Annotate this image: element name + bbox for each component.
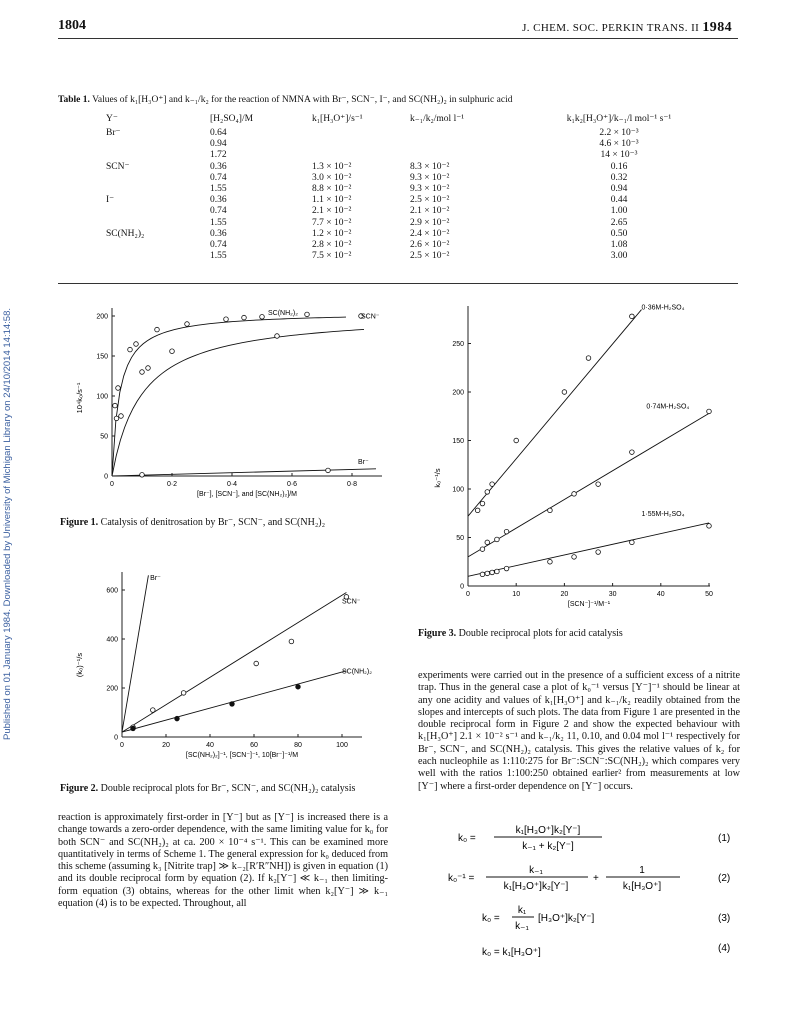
fig3-label-b: 0·74M-H₂SO₄ (646, 403, 690, 411)
fig3-c-point (630, 540, 635, 545)
fig3-x-tick-label: 40 (656, 591, 665, 598)
figure-1-caption-text: Catalysis of denitrosation by Br⁻, SCN⁻, and SC(NH₂)₂ (100, 517, 326, 528)
body-text-right: experiments were carried out in the presence of a sufficient excess of a nitrite trap. Thus in the general case a plot of k₀⁻¹ versus [Y⁻]⁻¹ should be linear at any one acidity and values of k₁[H₃O⁺] and k₋₁/k₂ readily obtained from the slopes and intercepts of such plots. The data from Figure 1 are presented in the double reciprocal form in Figure 2 and show the expected behaviour with k₁[H₃O⁺] 2.1 × 10⁻² s⁻¹ and k₋₁/k₂ 11, 0.10, and 0.04 mol l⁻¹ respectively for Br⁻, SCN⁻, and SC(NH₂)₂ catalysis. This gives the relative values of k₂ for each nucleophile as 1:110:275 for Br⁻:SCN⁻:SC(NH₂)₂ which compares very well with the ratios 1:100:250 obtained earlier² from measurements at low [Y⁻] where a first-order dependence on [Y⁻] occurs. (418, 670, 740, 792)
fig1-thiourea-point (155, 327, 160, 332)
figure-2 (60, 570, 390, 780)
table-cell: 1.55 (210, 251, 227, 262)
fig3-c-point (495, 569, 500, 574)
fig2-x-axis-label: [SC(NH₂)₂]⁻¹, [SCN⁻]⁻¹, 10[Br⁻]⁻¹/M (185, 752, 299, 759)
fig3-y-tick-label: 150 (452, 438, 464, 445)
fig2-scn-point (289, 639, 294, 644)
fig1-label-scn: SCN⁻ (361, 313, 380, 321)
table-caption-text: Values of k₁[H₃O⁺] and k₋₁/k₂ for the reaction of NMNA with Br⁻, SCN⁻, I⁻, and SC(NH₂)₂ in sulphuric acid (92, 95, 513, 105)
table-cell (58, 206, 208, 217)
table-cell: 2.2 × 10⁻³ (599, 128, 639, 138)
fig1-thiourea-point (128, 347, 133, 352)
equation-1-denominator: k₋₁ + k₂[Y⁻] (522, 841, 574, 852)
table-cell: 2.1 × 10⁻² (312, 206, 352, 217)
table-cell: 2.5 × 10⁻² (410, 251, 450, 262)
table-cell (58, 251, 208, 262)
table-cell: 1.00 (610, 206, 628, 217)
body-text-left: reaction is approximately first-order in [Y⁻] but as [Y⁻] is increased there is a change towards a zero-order dependence, with the same limiting value for k₀ for both SCN⁻ and SC(NH₂)₂ at ca. 200 × 10⁻⁴ s⁻¹. This can be examined more quantitatively in terms of Scheme 1. The general expression for k₀ deduced from this scheme (assuming k₃ [Nitrite trap] ≫ k₋₂[R′R″NH]) is given in equation (1) and its double reciprocal form by equation (2). If k₂[Y⁻] ≪ k₋₁ then limiting-form equation (3) obtains, whereas for the other limit when k₂[Y⁻] ≫ k₋₁ equation (4) is to be expected. Throughout, all (58, 812, 388, 910)
fig3-c-point (548, 559, 553, 564)
table-cell (58, 139, 208, 150)
fig1-x-tick-label: 0·2 (166, 481, 178, 488)
table-1 (58, 114, 738, 262)
table-cell: 0.74 (210, 172, 227, 183)
journal-year: 1984 (702, 20, 732, 35)
fig3-c-point (485, 571, 490, 576)
table-cell: 0.64 (210, 128, 227, 138)
fig3-x-tick-label: 10 (512, 591, 521, 598)
fig1-x-tick-label: 0·4 (226, 481, 238, 488)
equation-2-plus: + (593, 873, 599, 884)
fig2-thiourea-line (122, 671, 346, 732)
fig3-a-point (586, 356, 591, 361)
table-row (58, 240, 738, 251)
table-cell: I⁻ (106, 195, 115, 206)
table-header-cell: k₋₁/k₂/mol l⁻¹ (410, 114, 465, 124)
table-cell: 0.74 (210, 206, 227, 217)
fig3-b-point (495, 537, 500, 542)
table-cell: Br⁻ (106, 128, 121, 138)
table-cell: 1.72 (210, 150, 227, 161)
table-label: Table 1. (58, 95, 90, 105)
table-cell: 0.50 (610, 228, 628, 239)
table-row (58, 139, 738, 150)
table-bottom-rule (58, 283, 738, 284)
table-cell: SCN⁻ (106, 161, 130, 172)
fig2-scn-line (122, 592, 346, 732)
fig2-br-line (122, 575, 148, 732)
figure-1-label: Figure 1. (60, 517, 99, 528)
table-row (58, 206, 738, 217)
fig3-b-point (548, 508, 553, 513)
table-cell: 1.08 (610, 240, 628, 251)
table-cell: 0.94 (610, 184, 628, 195)
fig2-scn-point (151, 708, 156, 713)
equations (418, 815, 740, 975)
table-cell: 0.32 (610, 172, 628, 183)
table-cell: 3.0 × 10⁻² (312, 172, 352, 183)
equation-number: (2) (718, 873, 731, 884)
table-cell: SC(NH₂)₂ (106, 228, 145, 239)
fig3-c-point (480, 572, 485, 577)
fig2-x-tick-label: 20 (162, 742, 170, 749)
table-cell: 8.8 × 10⁻² (312, 184, 352, 195)
table-cell (408, 128, 500, 139)
fig1-thiourea-point (134, 342, 139, 347)
fig1-scn-point (170, 349, 175, 354)
fig2-y-tick-label: 200 (106, 685, 118, 693)
fig1-x-tick-label: 0·8 (346, 481, 358, 488)
table-cell: 9.3 × 10⁻² (410, 172, 450, 183)
equation-number: (4) (718, 943, 731, 954)
fig3-label-c: 1·55M-H₂SO₄ (641, 511, 685, 519)
table-cell: 2.6 × 10⁻² (410, 240, 450, 251)
fig3-line-b (468, 413, 709, 557)
fig3-b-point (596, 482, 601, 487)
fig3-a-point (485, 490, 490, 495)
fig1-br-line (112, 469, 376, 476)
fig2-scn-point (181, 691, 186, 696)
figure-2-label: Figure 2. (60, 783, 99, 794)
fig1-y-axis-label: 10⁴k₀/s⁻¹ (75, 382, 84, 414)
equation-1-numerator: k₁[H₃O⁺]k₂[Y⁻] (515, 825, 581, 836)
table-cell: 2.5 × 10⁻² (410, 195, 450, 206)
table-cell: 2.1 × 10⁻² (410, 206, 450, 217)
fig1-thiourea-point (116, 386, 121, 391)
download-watermark: Published on 01 January 1984. Downloaded by University of Michigan Library on 24/10/2014 14:14:58. (2, 307, 13, 740)
fig2-y-axis-label: (k₀)⁻¹/s (75, 652, 84, 678)
table-row (58, 218, 738, 229)
table-cell (408, 150, 500, 161)
fig3-b-point (504, 529, 509, 534)
equation-2-numerator-2: 1 (639, 865, 645, 876)
fig2-x-tick-label: 40 (206, 742, 214, 749)
table-row (58, 195, 738, 206)
figure-3 (410, 298, 740, 628)
fig3-c-point (707, 524, 712, 529)
equation-3-numerator: k₁ (517, 905, 527, 916)
table-cell: 14 × 10⁻³ (600, 150, 638, 161)
table-cell: 1.1 × 10⁻² (312, 195, 352, 206)
table-cell: 4.6 × 10⁻³ (599, 139, 639, 150)
fig1-br-point (326, 468, 331, 473)
fig1-thiourea-point (224, 317, 229, 322)
table-header-cell: k₁k₂[H₃O⁺]/k₋₁/l mol⁻¹ s⁻¹ (566, 114, 672, 124)
table-cell: 2.8 × 10⁻² (312, 240, 352, 251)
equation-4: k₀ = k₁[H₃O⁺] (482, 947, 541, 958)
fig2-x-tick-label: 100 (336, 742, 348, 749)
fig3-y-tick-label: 0 (460, 583, 464, 591)
fig1-scn-point (275, 334, 280, 339)
table-cell: 1.55 (210, 184, 227, 195)
fig2-thiourea-point (230, 702, 235, 707)
fig1-scn-point (146, 366, 151, 371)
fig2-x-tick-label: 60 (250, 742, 258, 749)
table-cell: 0.94 (210, 139, 227, 150)
fig3-a-point (514, 438, 519, 443)
fig3-a-point (475, 508, 480, 513)
fig2-thiourea-point (296, 684, 301, 689)
fig2-label-thiourea: SC(NH₂)₂ (342, 668, 372, 676)
fig2-x-tick-label: 0 (120, 742, 124, 749)
journal-header (522, 20, 732, 36)
fig1-thiourea-curve (112, 317, 346, 476)
fig2-y-tick-label: 600 (106, 587, 118, 595)
fig1-y-tick-label: 200 (96, 313, 108, 321)
figure-1-caption (60, 517, 390, 528)
fig1-scn-point (119, 414, 124, 419)
fig3-a-point (630, 314, 635, 319)
table-header-row (58, 114, 738, 128)
table-cell (58, 173, 208, 184)
equation-1-lhs: k₀ = (458, 833, 476, 844)
table-cell: 2.4 × 10⁻² (410, 228, 450, 239)
fig3-y-tick-label: 200 (452, 389, 464, 397)
fig1-y-tick-label: 100 (96, 393, 108, 401)
equation-2-denominator-2: k₁[H₃O⁺] (622, 881, 662, 892)
fig1-thiourea-point (305, 312, 310, 317)
fig3-c-point (504, 566, 509, 571)
fig2-x-tick-label: 80 (294, 742, 302, 749)
fig3-b-point (630, 450, 635, 455)
table-row (58, 173, 738, 184)
fig3-x-tick-label: 50 (705, 591, 713, 598)
table-cell: 7.5 × 10⁻² (312, 251, 352, 262)
fig1-scn-curve (112, 329, 364, 476)
equation-3-lhs: k₀ = (482, 913, 500, 924)
fig2-y-tick-label: 400 (106, 636, 118, 644)
table-row (58, 251, 738, 262)
fig1-y-tick-label: 0 (104, 473, 108, 481)
fig3-x-tick-label: 30 (608, 591, 617, 598)
table-cell (408, 139, 500, 150)
figure-2-caption (60, 783, 405, 794)
fig1-y-tick-label: 50 (100, 433, 108, 441)
journal-name: J. CHEM. SOC. PERKIN TRANS. II (522, 22, 700, 34)
equation-number: (3) (718, 913, 731, 924)
fig3-c-point (490, 570, 495, 575)
equation-3-rest: [H₃O⁺]k₂[Y⁻] (538, 913, 595, 924)
table-cell: 0.74 (210, 240, 227, 251)
table-cell: 1.2 × 10⁻² (312, 228, 352, 239)
table-cell: 0.16 (610, 161, 628, 172)
fig1-label-thiourea: SC(NH₂)₂ (268, 310, 298, 318)
fig2-y-tick-label: 0 (114, 734, 118, 742)
fig3-b-point (485, 540, 490, 545)
fig3-a-point (562, 390, 567, 395)
table-cell: 2.65 (610, 217, 628, 228)
table-cell: 7.7 × 10⁻² (312, 217, 352, 228)
table-cell: 8.3 × 10⁻² (410, 161, 450, 172)
fig2-label-br: Br⁻ (150, 575, 161, 583)
table-cell (58, 184, 208, 195)
fig3-y-tick-label: 100 (452, 486, 464, 494)
table-cell (310, 150, 408, 161)
table-cell: 0.44 (610, 195, 628, 206)
table-cell: 2.9 × 10⁻² (410, 217, 450, 228)
fig1-br-point (140, 473, 145, 478)
equation-2-lhs: k₀⁻¹ = (448, 873, 475, 884)
fig2-label-scn: SCN⁻ (342, 598, 361, 606)
table-cell: 0.36 (210, 228, 227, 239)
fig3-a-point (480, 501, 485, 506)
table-header-cell: Y⁻ (106, 114, 118, 124)
table-cell: 9.3 × 10⁻² (410, 184, 450, 195)
table-row (58, 184, 738, 195)
figure-3-caption-text: Double reciprocal plots for acid catalysis (458, 628, 623, 639)
fig1-scn-point (114, 416, 119, 421)
fig1-y-tick-label: 150 (96, 353, 108, 361)
header-rule (58, 38, 738, 39)
equation-3-denominator: k₋₁ (515, 921, 529, 932)
table-cell: 1.3 × 10⁻² (312, 161, 352, 172)
table-cell (58, 218, 208, 229)
table-row (58, 229, 738, 240)
table-caption (58, 94, 512, 105)
fig3-b-point (480, 547, 485, 552)
fig1-x-axis-label: [Br⁻], [SCN⁻], and [SC(NH₂)₂]/M (197, 491, 297, 498)
table-header-cell: k₁[H₃O⁺]/s⁻¹ (312, 114, 363, 124)
fig3-x-tick-label: 0 (466, 591, 470, 598)
fig3-label-a: 0·36M-H₂SO₄ (641, 304, 685, 312)
fig1-thiourea-point (113, 403, 118, 408)
page-number: 1804 (58, 18, 86, 33)
table-cell (58, 240, 208, 251)
fig2-thiourea-point (175, 716, 180, 721)
table-row (58, 150, 738, 161)
table-header-cell: [H₂SO₄]/M (210, 114, 254, 124)
fig3-y-tick-label: 50 (456, 535, 464, 542)
fig1-x-tick-label: 0·6 (286, 481, 298, 488)
figure-2-caption-text: Double reciprocal plots for Br⁻, SCN⁻, and SC(NH₂)₂ catalysis (100, 783, 356, 794)
fig3-y-axis-label: k₀⁻¹/s (433, 468, 442, 488)
fig1-thiourea-point (242, 315, 247, 320)
fig3-y-tick-label: 250 (452, 341, 464, 348)
figure-1 (60, 298, 390, 518)
fig3-c-point (596, 550, 601, 555)
table-cell (310, 139, 408, 150)
fig2-scn-point (254, 661, 259, 666)
table-cell: 3.00 (610, 251, 628, 262)
figure-3-caption (418, 628, 738, 639)
equation-number: (1) (718, 833, 731, 844)
table-row (58, 128, 738, 139)
table-cell: 0.36 (210, 195, 227, 206)
fig1-scn-point (140, 370, 145, 375)
table-cell: 1.55 (210, 217, 227, 228)
figure-3-label: Figure 3. (418, 628, 457, 639)
equation-2-denominator: k₁[H₃O⁺]k₂[Y⁻] (503, 881, 569, 892)
fig2-thiourea-point (131, 726, 136, 731)
table-cell (310, 128, 408, 139)
fig3-x-tick-label: 20 (560, 591, 569, 598)
table-cell (58, 150, 208, 161)
fig3-c-point (572, 555, 577, 560)
table-cell: 0.36 (210, 161, 227, 172)
fig3-b-point (572, 492, 577, 497)
fig1-thiourea-point (260, 315, 265, 320)
fig1-label-br: Br⁻ (358, 459, 369, 466)
equation-2-numerator: k₋₁ (529, 865, 543, 876)
fig3-b-point (707, 409, 712, 414)
fig1-thiourea-point (185, 322, 190, 327)
fig1-x-tick-label: 0 (110, 481, 114, 488)
fig3-x-axis-label: [SCN⁻]⁻¹/M⁻¹ (567, 601, 611, 608)
fig3-a-point (490, 482, 495, 487)
table-row (58, 162, 738, 173)
